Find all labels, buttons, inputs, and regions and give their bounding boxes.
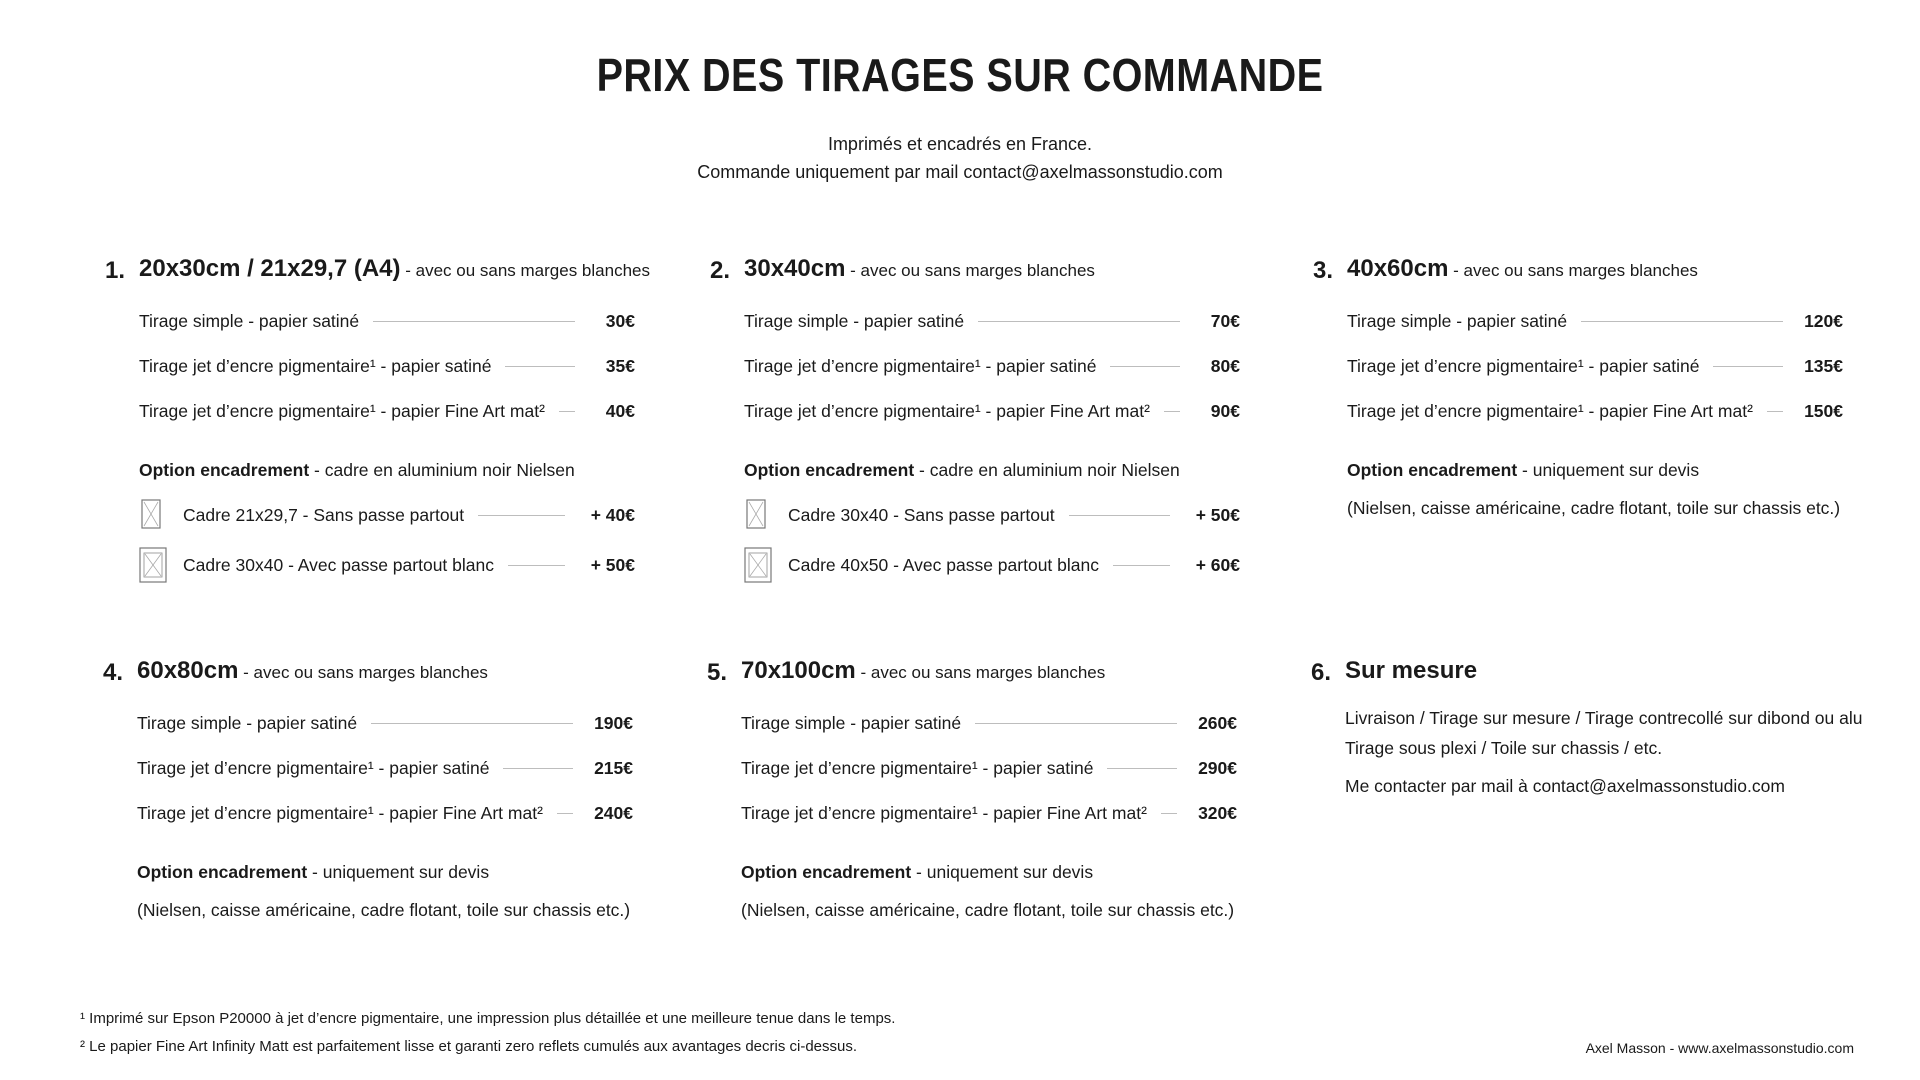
price-list bbox=[741, 701, 1237, 836]
price-value: 320€ bbox=[1198, 803, 1237, 823]
price-row bbox=[744, 299, 1240, 344]
price-row bbox=[139, 344, 635, 389]
frame-label: Cadre 30x40 - Avec passe partout blanc bbox=[183, 554, 494, 575]
custom-line: Livraison / Tirage sur mesure / Tirage contrecollé sur dibond ou alu bbox=[1345, 708, 1863, 728]
price-row bbox=[137, 791, 633, 836]
section-number: 4. bbox=[103, 659, 124, 686]
price-label: Tirage jet d’encre pigmentaire¹ - papier satiné bbox=[744, 356, 1097, 376]
framing-option-title: Option encadrement bbox=[139, 460, 310, 480]
framing-option-details: (Nielsen, caisse américaine, cadre flotant, toile sur chassis etc.) bbox=[741, 900, 1235, 920]
section-header bbox=[707, 657, 1237, 691]
price-value: 150€ bbox=[1804, 401, 1843, 421]
section-number: 6. bbox=[1311, 659, 1332, 686]
section-custom bbox=[1311, 657, 1871, 801]
leader-line bbox=[975, 723, 1177, 724]
price-value: 215€ bbox=[594, 758, 633, 778]
frame-price: + 60€ bbox=[1195, 554, 1240, 575]
section-70x100 bbox=[707, 657, 1237, 928]
leader-line bbox=[505, 366, 575, 367]
leader-line bbox=[373, 321, 575, 322]
leader-line bbox=[1113, 565, 1170, 566]
framing-option-title: Option encadrement bbox=[744, 460, 915, 480]
price-label: Tirage simple - papier satiné bbox=[137, 713, 358, 733]
frame-row bbox=[744, 490, 1240, 540]
leader-line bbox=[557, 813, 573, 814]
price-label: Tirage jet d’encre pigmentaire¹ - papier Fine Art mat² bbox=[744, 401, 1150, 421]
order-contact-line: Commande uniquement par mail contact@axelmassonstudio.com bbox=[697, 162, 1223, 182]
framing-option-title: Option encadrement bbox=[137, 862, 308, 882]
leader-line bbox=[1767, 411, 1783, 412]
price-label: Tirage jet d’encre pigmentaire¹ - papier Fine Art mat² bbox=[1347, 401, 1753, 421]
section-header bbox=[1311, 657, 1871, 691]
price-value: 260€ bbox=[1198, 713, 1237, 733]
leader-line bbox=[508, 565, 565, 566]
section-header bbox=[103, 657, 633, 691]
price-value: 120€ bbox=[1804, 311, 1843, 331]
leader-line bbox=[1110, 366, 1180, 367]
leader-line bbox=[1107, 768, 1177, 769]
section-header bbox=[710, 255, 1240, 289]
framing-option-title: Option encadrement bbox=[1347, 460, 1518, 480]
framing-option-note: - uniquement sur devis bbox=[911, 862, 1094, 882]
frame-price: + 50€ bbox=[1195, 504, 1240, 525]
leader-line bbox=[371, 723, 573, 724]
price-label: Tirage jet d’encre pigmentaire¹ - papier Fine Art mat² bbox=[139, 401, 545, 421]
custom-details bbox=[1345, 703, 1871, 801]
frame-mat-icon bbox=[139, 545, 183, 585]
section-note: - avec ou sans marges blanches bbox=[238, 663, 488, 682]
price-value: 70€ bbox=[1210, 311, 1240, 331]
price-value: 240€ bbox=[594, 803, 633, 823]
section-note: - avec ou sans marges blanches bbox=[855, 663, 1106, 682]
price-row bbox=[744, 344, 1240, 389]
page-subtitle: Imprimés et encadrés en France. bbox=[827, 134, 1093, 154]
price-row bbox=[744, 389, 1240, 434]
frame-simple-icon bbox=[744, 495, 788, 535]
price-row bbox=[741, 746, 1237, 791]
framing-option-note: - uniquement sur devis bbox=[1517, 460, 1700, 480]
section-title: 70x100cm bbox=[741, 657, 856, 684]
price-label: Tirage jet d’encre pigmentaire¹ - papier satiné bbox=[1347, 356, 1700, 376]
price-label: Tirage jet d’encre pigmentaire¹ - papier satiné bbox=[137, 758, 490, 778]
price-value: 90€ bbox=[1210, 401, 1240, 421]
price-label: Tirage simple - papier satiné bbox=[1347, 311, 1568, 331]
frame-price: + 50€ bbox=[590, 554, 635, 575]
price-value: 80€ bbox=[1210, 356, 1240, 376]
section-title: 30x40cm bbox=[744, 255, 846, 282]
price-row bbox=[139, 389, 635, 434]
price-row bbox=[1347, 344, 1843, 389]
price-value: 30€ bbox=[605, 311, 635, 331]
leader-line bbox=[559, 411, 575, 412]
price-row bbox=[137, 701, 633, 746]
price-list bbox=[137, 701, 633, 836]
leader-line bbox=[1164, 411, 1180, 412]
custom-line: Tirage sous plexi / Toile sur chassis / etc. bbox=[1345, 738, 1663, 758]
section-note: - avec ou sans marges blanches bbox=[1448, 261, 1698, 280]
price-row bbox=[741, 701, 1237, 746]
leader-line bbox=[1581, 321, 1783, 322]
section-title: 60x80cm bbox=[137, 657, 239, 684]
section-40x60 bbox=[1313, 255, 1843, 526]
framing-option-details: (Nielsen, caisse américaine, cadre flotant, toile sur chassis etc.) bbox=[137, 900, 631, 920]
leader-line bbox=[503, 768, 573, 769]
leader-line bbox=[978, 321, 1180, 322]
price-label: Tirage jet d’encre pigmentaire¹ - papier Fine Art mat² bbox=[741, 803, 1147, 823]
framing-option bbox=[744, 450, 1240, 490]
framing-option bbox=[741, 852, 1237, 892]
section-number: 1. bbox=[105, 257, 126, 284]
price-row bbox=[139, 299, 635, 344]
section-number: 5. bbox=[707, 659, 728, 686]
price-row bbox=[137, 746, 633, 791]
section-20x30 bbox=[105, 255, 650, 590]
price-label: Tirage simple - papier satiné bbox=[744, 311, 965, 331]
price-value: 290€ bbox=[1198, 758, 1237, 778]
price-list bbox=[1347, 299, 1843, 434]
price-label: Tirage jet d’encre pigmentaire¹ - papier satiné bbox=[139, 356, 492, 376]
section-title: 20x30cm / 21x29,7 (A4) bbox=[139, 255, 401, 282]
price-value: 35€ bbox=[605, 356, 635, 376]
price-label: Tirage jet d’encre pigmentaire¹ - papier satiné bbox=[741, 758, 1094, 778]
contact-line: Me contacter par mail à contact@axelmassonstudio.com bbox=[1345, 776, 1785, 796]
footnote-1: ¹ Imprimé sur Epson P20000 à jet d’encre pigmentaire, une impression plus détaillée et une meilleure tenue dans le temps. bbox=[80, 1010, 896, 1027]
price-value: 190€ bbox=[594, 713, 633, 733]
leader-line bbox=[1713, 366, 1783, 367]
framing-option-title: Option encadrement bbox=[741, 862, 912, 882]
frame-label: Cadre 21x29,7 - Sans passe partout bbox=[183, 504, 465, 525]
price-list bbox=[744, 299, 1240, 434]
credit-line: Axel Masson - www.axelmassonstudio.com bbox=[1585, 1040, 1854, 1056]
framing-option-note: - uniquement sur devis bbox=[307, 862, 490, 882]
price-value: 40€ bbox=[605, 401, 635, 421]
frame-label: Cadre 30x40 - Sans passe partout bbox=[788, 504, 1055, 525]
section-number: 2. bbox=[710, 257, 731, 284]
framing-option bbox=[137, 852, 633, 892]
framing-option-note: - cadre en aluminium noir Nielsen bbox=[914, 460, 1180, 480]
price-row bbox=[1347, 299, 1843, 344]
page-title: PRIX DES TIRAGES SUR COMMANDE bbox=[596, 49, 1324, 101]
framing-option-details: (Nielsen, caisse américaine, cadre flotant, toile sur chassis etc.) bbox=[1347, 498, 1841, 518]
section-header bbox=[105, 255, 650, 289]
price-label: Tirage simple - papier satiné bbox=[741, 713, 962, 733]
section-title: 40x60cm bbox=[1347, 255, 1449, 282]
frame-mat-icon bbox=[744, 545, 788, 585]
frame-simple-icon bbox=[139, 495, 183, 535]
section-note: - avec ou sans marges blanches bbox=[845, 261, 1095, 280]
section-note: - avec ou sans marges blanches bbox=[400, 261, 650, 280]
section-header bbox=[1313, 255, 1843, 289]
framing-option-note: - cadre en aluminium noir Nielsen bbox=[309, 460, 575, 480]
price-row bbox=[1347, 389, 1843, 434]
leader-line bbox=[1069, 515, 1170, 516]
frame-price: + 40€ bbox=[590, 504, 635, 525]
frame-row bbox=[139, 540, 635, 590]
price-row bbox=[741, 791, 1237, 836]
frame-row bbox=[744, 540, 1240, 590]
frame-label: Cadre 40x50 - Avec passe partout blanc bbox=[788, 554, 1099, 575]
section-number: 3. bbox=[1313, 257, 1334, 284]
section-60x80 bbox=[103, 657, 633, 928]
price-list bbox=[139, 299, 635, 434]
price-value: 135€ bbox=[1804, 356, 1843, 376]
section-30x40 bbox=[710, 255, 1240, 590]
footnote-2: ² Le papier Fine Art Infinity Matt est parfaitement lisse et garanti zero reflets cumulés aux avantages decris ci-dessus. bbox=[80, 1038, 858, 1055]
section-title: Sur mesure bbox=[1345, 657, 1478, 684]
price-label: Tirage jet d’encre pigmentaire¹ - papier Fine Art mat² bbox=[137, 803, 543, 823]
price-label: Tirage simple - papier satiné bbox=[139, 311, 360, 331]
frame-row bbox=[139, 490, 635, 540]
framing-option bbox=[139, 450, 635, 490]
leader-line bbox=[1161, 813, 1177, 814]
leader-line bbox=[478, 515, 565, 516]
framing-option bbox=[1347, 450, 1843, 490]
